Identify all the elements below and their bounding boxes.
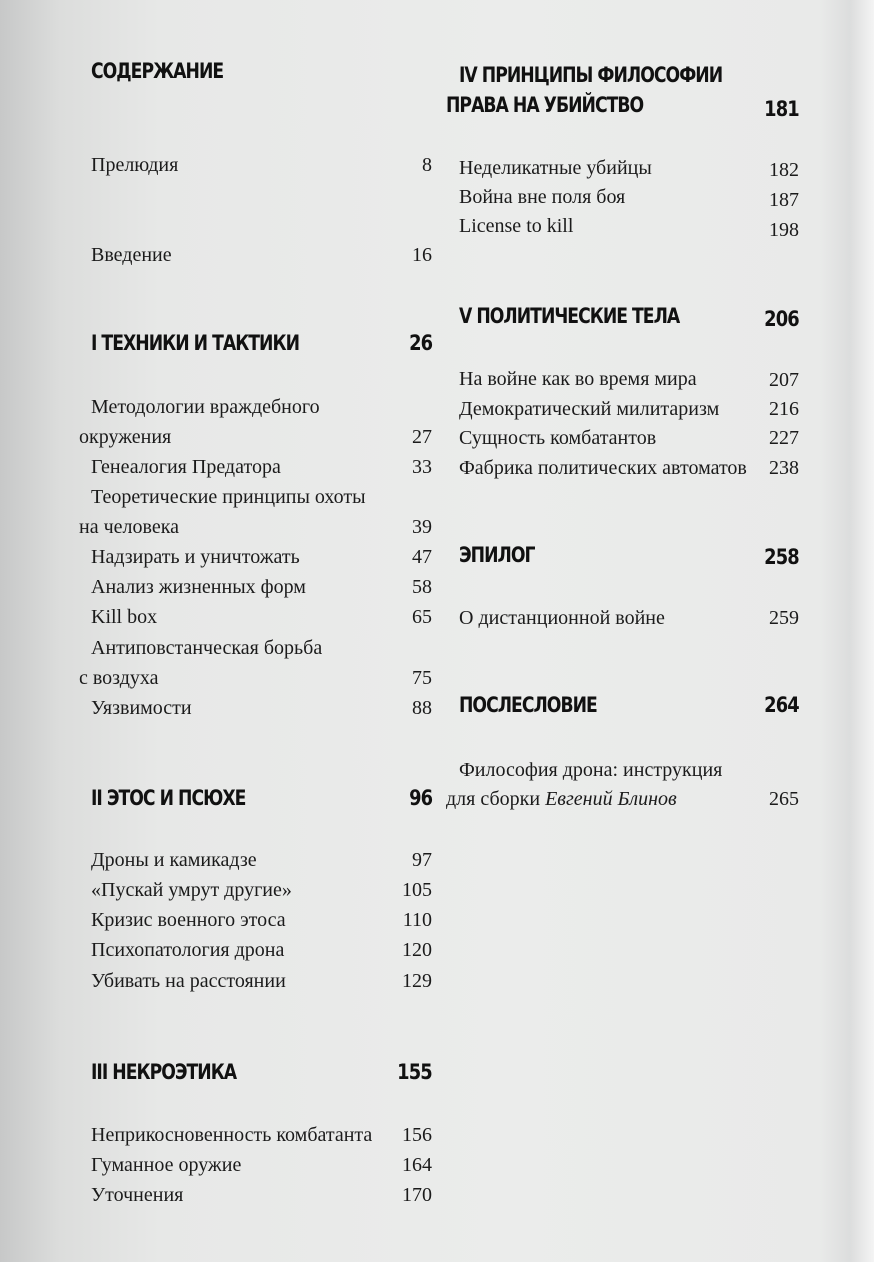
toc-entry: Убивать на расстоянии [91, 970, 286, 992]
toc-page-prelude: 8 [422, 154, 432, 176]
toc-page: 58 [412, 576, 432, 598]
toc-page: 164 [402, 1154, 432, 1176]
section-page-1: 26 [408, 331, 432, 355]
toc-entry: Неприкосновенность комбатанта [91, 1124, 373, 1146]
toc-page: 129 [402, 970, 432, 992]
toc-entry: О дистанционной войне [459, 607, 665, 629]
toc-page: 187 [769, 189, 799, 211]
section-page-2: 96 [408, 786, 432, 810]
toc-entry: Сущность комбатантов [459, 427, 657, 449]
toc-entry: Анализ жизненных форм [91, 576, 306, 598]
toc-page: 198 [769, 219, 799, 241]
toc-entry: License to kill [459, 215, 574, 237]
toc-entry: Демократический милитаризм [459, 398, 720, 420]
toc-entry: Дроны и камикадзе [91, 849, 257, 871]
toc-entry: Фабрика политических автоматов [459, 457, 747, 479]
toc-page: 207 [769, 369, 799, 391]
toc-page: 170 [402, 1184, 432, 1206]
section-heading-4-line2: ПРАВА НА УБИЙСТВО [446, 93, 644, 117]
toc-entry: Уточнения [91, 1184, 184, 1206]
toc-page: 39 [412, 516, 432, 538]
toc-entry-intro: Введение [91, 244, 172, 266]
toc-entry-afterword-line2 [446, 784, 677, 814]
toc-page: 156 [402, 1124, 432, 1146]
section-page-5: 206 [764, 307, 799, 331]
section-heading-epilogue: ЭПИЛОГ [459, 543, 535, 567]
toc-entry: Уязвимости [91, 697, 192, 719]
toc-page: 75 [412, 667, 432, 689]
toc-entry: на человека [79, 516, 179, 538]
section-heading-5: V ПОЛИТИЧЕСКИЕ ТЕЛА [459, 304, 680, 328]
toc-page: 110 [402, 909, 432, 931]
toc-entry: Война вне поля боя [459, 186, 626, 208]
toc-entry: Психопатология дрона [91, 939, 285, 961]
toc-page-intro: 16 [412, 244, 432, 266]
section-heading-2: II ЭТОС И ПСЮХЕ [91, 786, 246, 810]
toc-entry: На войне как во время мира [459, 368, 697, 390]
toc-page: 259 [769, 607, 799, 629]
toc-page: 182 [769, 159, 799, 181]
section-heading-1: I ТЕХНИКИ И ТАКТИКИ [91, 331, 299, 355]
toc-entry: Методологии враждебного [91, 396, 320, 418]
toc-page: 265 [769, 788, 799, 810]
toc-page: 33 [412, 456, 432, 478]
toc-entry: Надзирать и уничтожать [91, 546, 300, 568]
section-heading-4: IV ПРИНЦИПЫ ФИЛОСОФИИ [459, 63, 723, 87]
section-page-3: 155 [397, 1060, 432, 1084]
toc-entry: Генеалогия Предатора [91, 456, 281, 478]
toc-entry: Гуманное оружие [91, 1154, 242, 1176]
section-page-afterword: 264 [764, 693, 799, 717]
toc-page: 238 [769, 457, 799, 479]
toc-entry: Теоретические принципы охоты [91, 486, 366, 508]
toc-entry: с воздуха [79, 667, 159, 689]
toc-page: 88 [412, 697, 432, 719]
toc-page: 27 [412, 426, 432, 448]
section-page-4: 181 [764, 97, 799, 121]
toc-page: 227 [769, 427, 799, 449]
toc-page: 65 [412, 606, 432, 628]
toc-page: 216 [769, 398, 799, 420]
toc-entry-text: для сборки [446, 788, 541, 810]
section-page-epilogue: 258 [764, 545, 799, 569]
section-heading-afterword: ПОСЛЕСЛОВИЕ [459, 693, 597, 717]
toc-entry-author: Евгений Блинов [545, 788, 677, 810]
toc-page: 97 [412, 849, 432, 871]
toc-entry-prelude: Прелюдия [91, 154, 179, 176]
toc-page: 47 [412, 546, 432, 568]
toc-entry: Философия дрона: инструкция [459, 759, 723, 781]
toc-page: 105 [402, 879, 432, 901]
toc-title: СОДЕРЖАНИЕ [91, 59, 224, 83]
toc-entry: Кризис военного этоса [91, 909, 286, 931]
toc-page: 120 [402, 939, 432, 961]
section-heading-3: III НЕКРОЭТИКА [91, 1060, 237, 1084]
toc-entry: Неделикатные убийцы [459, 157, 652, 179]
toc-entry: окружения [79, 426, 172, 448]
toc-entry: Kill box [91, 606, 158, 628]
toc-entry: «Пускай умрут другие» [91, 879, 292, 901]
toc-entry: Антиповстанческая борьба [91, 637, 323, 659]
